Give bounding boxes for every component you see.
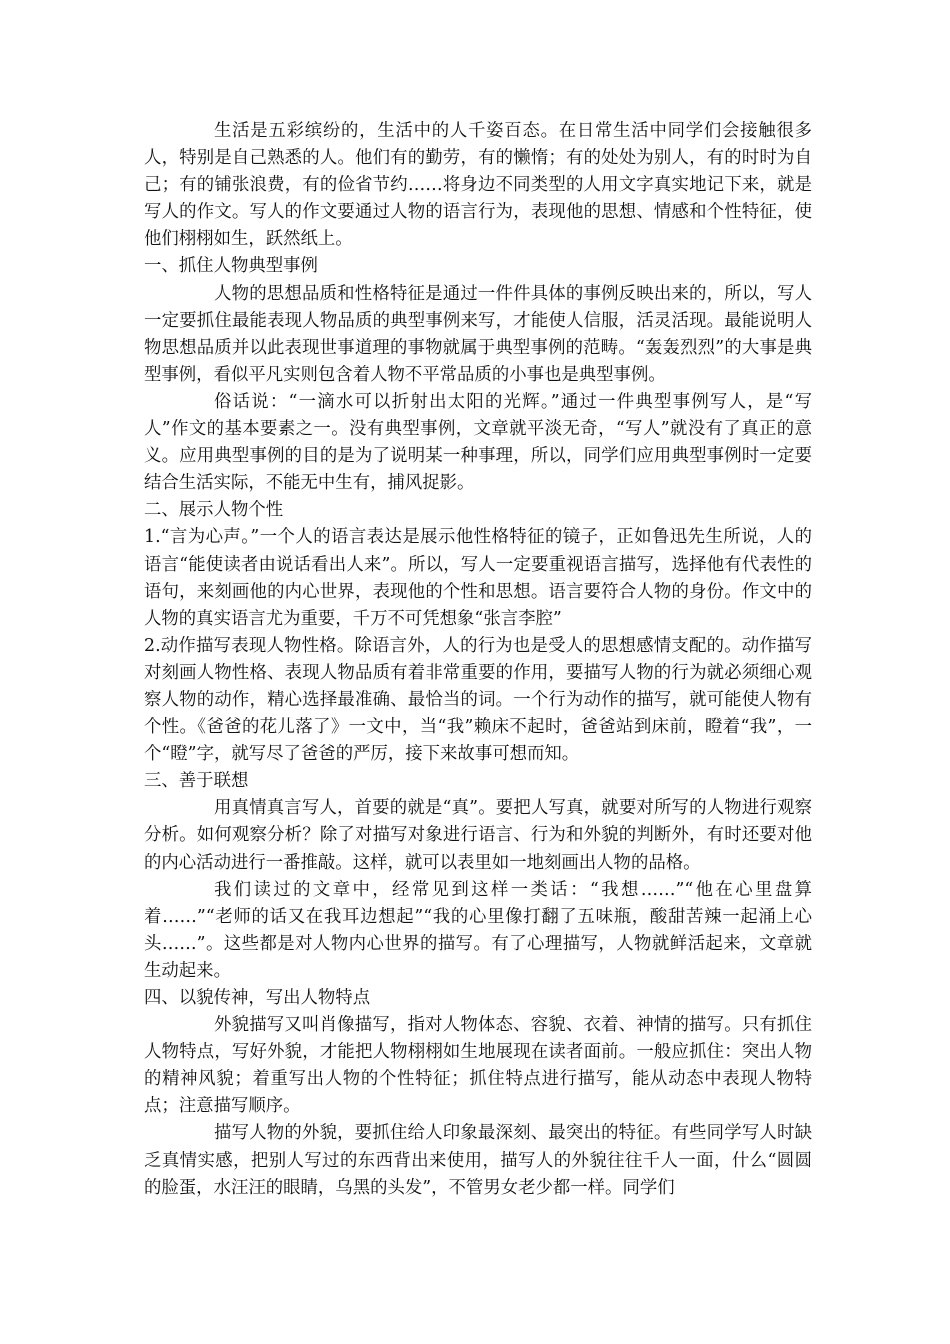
section-3-paragraph-1: 用真情真言写人，首要的就是“真”。要把人写真，就要对所写的人物进行观察分析。如何观察分析？除了对描写对象进行语言、行为和外貌的判断外，有时还要对他的内心活动进行一番推敲。这样，就可以表里如一地刻画出人物的品格。 <box>144 798 812 873</box>
section-4-heading: 四、以貌传神，写出人物特点 <box>144 988 371 1008</box>
section-2-item-1: 1.“言为心声。”一个人的语言表达是展示他性格特征的镜子，正如鲁迅先生所说，人的语言“能使读者由说话看出人来”。所以，写人一定要重视语言描写，选择他有代表性的语句，来刻画他的内心世界，表现他的个性和思想。语言要符合人物的身份。作文中的人物的真实语言尤为重要，千万不可凭想象“张言李腔” <box>144 527 812 629</box>
document-body <box>144 118 812 1202</box>
section-1-paragraph-1: 人物的思想品质和性格特征是通过一件件具体的事例反映出来的，所以，写人一定要抓住最能表现人物品质的典型事例来写，才能使人信服，活灵活现。最能说明人物思想品质并以此表现世事道理的事物就属于典型事例的范畴。“轰轰烈烈”的大事是典型事例，看似平凡实则包含着人物不平常品质的小事也是典型事例。 <box>144 283 812 385</box>
section-1-heading: 一、抓住人物典型事例 <box>144 256 318 277</box>
section-3-paragraph-2: 我们读过的文章中，经常见到这样一类话：“我想……”“他在心里盘算着……”“老师的话又在我耳边想起”“我的心里像打翻了五味瓶，酸甜苦辣一起涌上心头……”。这些都是对人物内心世界的描写。有了心理描写，人物就鲜活起来，文章就生动起来。 <box>144 879 812 981</box>
section-4-paragraph-2: 描写人物的外貌，要抓住给人印象最深刻、最突出的特征。有些同学写人时缺乏真情实感，把别人写过的东西背出来使用，描写人的外貌往往千人一面，什么“圆圆的脸蛋，水汪汪的眼睛，乌黑的头发”，不管男女老少都一样。同学们 <box>144 1123 812 1198</box>
section-2-item-2: 2.动作描写表现人物性格。除语言外，人的行为也是受人的思想感情支配的。动作描写对刻画人物性格、表现人物品质有着非常重要的作用，要描写人物的行为就必须细心观察人物的动作，精心选择最准确、最恰当的词。一个行为动作的描写，就可能使人物有个性。《爸爸的花儿落了》一文中，当“我”赖床不起时，爸爸站到床前，瞪着“我”，一个“瞪”字，就写尽了爸爸的严厉，接下来故事可想而知。 <box>144 635 812 765</box>
section-1-paragraph-2: 俗话说：“一滴水可以折射出太阳的光辉。”通过一件典型事例写人，是“写人”作文的基本要素之一。没有典型事例，文章就平淡无奇，“写人”就没有了真正的意义。应用典型事例的目的是为了说明某一种事理，所以，同学们应用典型事例时一定要结合生活实际，不能无中生有，捕风捉影。 <box>144 391 812 494</box>
intro-paragraph: 生活是五彩缤纷的，生活中的人千姿百态。在日常生活中同学们会接触很多人，特别是自己熟悉的人。他们有的勤劳，有的懒惰；有的处处为别人，有的时时为自己；有的铺张浪费，有的俭省节约……将身边不同类型的人用文字真实地记下来，就是写人的作文。写人的作文要通过人物的语言行为，表现他的思想、情感和个性特征，使他们栩栩如生，跃然纸上。 <box>144 121 812 250</box>
section-2-heading: 二、展示人物个性 <box>144 500 284 521</box>
section-4-paragraph-1: 外貌描写又叫肖像描写，指对人物体态、容貌、衣着、神情的描写。只有抓住人物特点，写好外貌，才能把人物栩栩如生地展现在读者面前。一般应抓住：突出人物的精神风貌；着重写出人物的个性特征；抓住特点进行描写，能从动态中表现人物特点；注意描写顺序。 <box>144 1015 812 1117</box>
section-3-heading: 三、善于联想 <box>144 771 249 792</box>
